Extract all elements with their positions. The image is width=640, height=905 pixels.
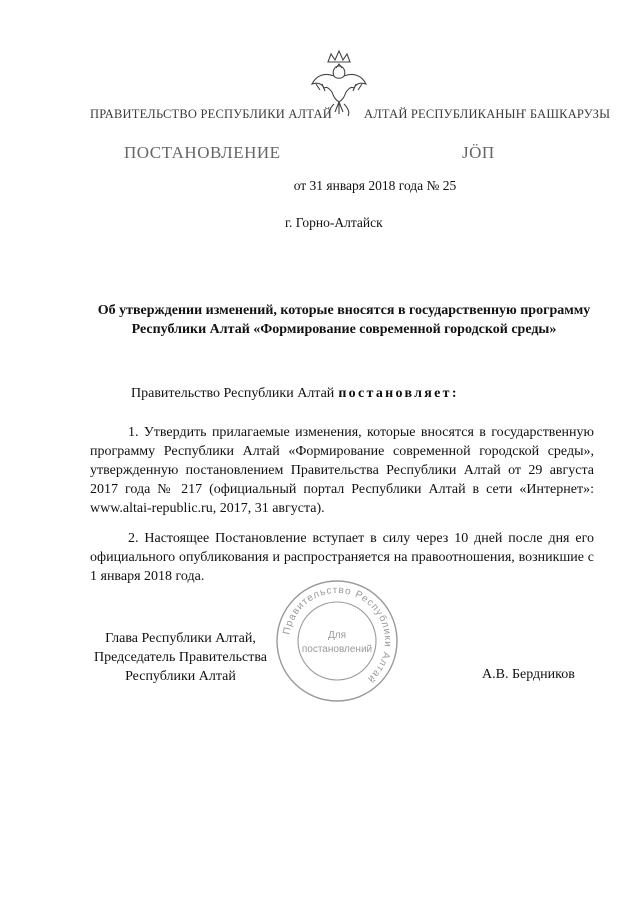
stamp-ring-text: Правительство Республики Алтай <box>281 584 394 685</box>
stamp-center-line2: постановлений <box>301 644 373 655</box>
preamble-action: постановляет: <box>338 386 459 401</box>
coat-of-arms-eagle-icon <box>306 46 372 126</box>
paragraph-2: 2. Настоящее Постановление вступает в силу через 10 дней после дня его официального опубликования и распространяется на правоотношения, возникшие с 1 января 2018 года. <box>90 531 594 584</box>
position-line-2: Председатель Правительства <box>94 650 267 665</box>
preamble <box>131 386 459 402</box>
position-line-1: Глава Республики Алтай, <box>105 631 256 646</box>
seal-stamp <box>272 576 402 706</box>
date-text: от 31 января 2018 года № 25 <box>293 178 457 193</box>
stamp-center-line1: Для <box>327 630 347 641</box>
date-line <box>0 178 640 194</box>
header-left-text: ПРАВИТЕЛЬСТВО РЕСПУБЛИКИ АЛТАЙ <box>90 107 332 121</box>
header-right-text: АЛТАЙ РЕСПУБЛИКАНЫҤ БАШКАРУЗЫ <box>364 107 611 121</box>
doc-type-alt: JÖП <box>462 143 495 162</box>
city-line: г. Горно-Алтайск <box>285 215 383 230</box>
preamble-text: Правительство Республики Алтай <box>131 386 335 401</box>
paragraph-1: 1. Утвердить прилагаемые изменения, которые вносятся в государственную программу Республики Алтай «Формирование современной городской среды», утвержденную постановлением Правительства Республики Алтай от 29 августа 2017 года № 217 (официальный портал Республики Алтай в сети «Интернет»: www.altai-republic.ru, 2017, 31 августа). <box>90 425 594 516</box>
document-title: Об утверждении изменений, которые вносятся в государственную программу Республики Алтай «Формирование современной городской среды» <box>97 303 591 337</box>
signatory-position <box>94 629 267 686</box>
signatory-name: А.В. Бердников <box>482 667 575 682</box>
doc-type-ru: ПОСТАНОВЛЕНИЕ <box>124 143 281 162</box>
position-line-3: Республики Алтай <box>125 669 236 684</box>
